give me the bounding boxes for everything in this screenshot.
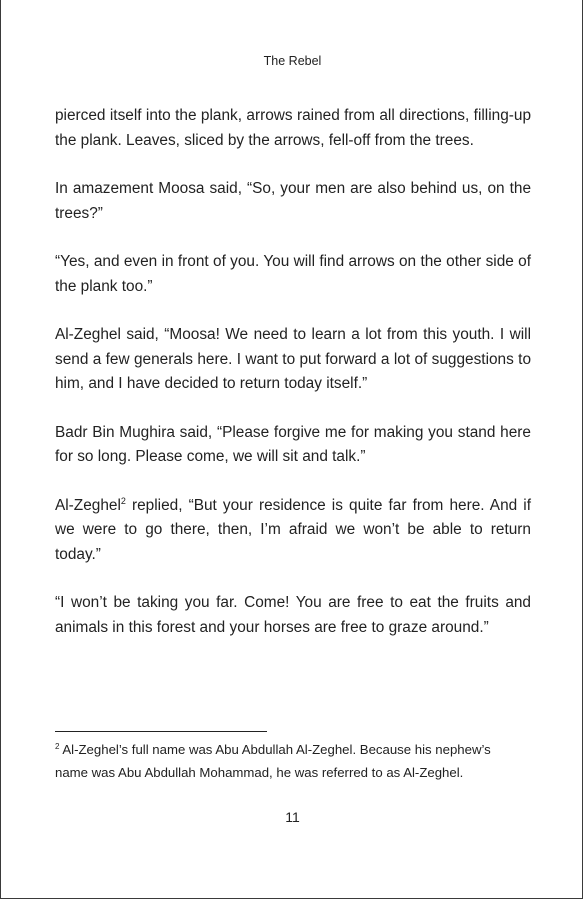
paragraph-6	[55, 494, 531, 568]
running-header: The Rebel	[263, 54, 322, 68]
paragraph-6-rest: replied, “But your residence is quite far from here. And if we were to go there, then, I’m afraid we won’t be able to return today.”	[55, 496, 531, 563]
body-text	[55, 104, 531, 664]
footnote-text: Al-Zeghel’s full name was Abu Abdullah Al-Zeghel. Because his nephew’s name was Abu Abdullah Mohammad, he was referred to as Al-Zeghel.	[55, 742, 491, 780]
footnote-separator	[55, 731, 267, 732]
paragraph-2: In amazement Moosa said, “So, your men are also behind us, on the trees?”	[55, 180, 531, 222]
footnote-reference: 2	[120, 495, 126, 506]
paragraph-5: Badr Bin Mughira said, “Please forgive me for making you stand here for so long. Please come, we will sit and talk.”	[55, 423, 531, 465]
footnote-marker: 2	[55, 742, 60, 751]
page-number: 11	[285, 809, 300, 825]
paragraph-3: “Yes, and even in front of you. You will find arrows on the other side of the plank too.”	[55, 253, 531, 295]
paragraph-4: Al-Zeghel said, “Moosa! We need to learn a lot from this youth. I will send a few generals here. I want to put forward a lot of suggestions to him, and I have decided to return today itself.”	[55, 326, 531, 392]
paragraph-6-lead: Al-Zeghel	[55, 496, 121, 514]
paragraph-1: pierced itself into the plank, arrows rained from all directions, filling-up the plank. Leaves, sliced by the arrows, fell-off from the trees.	[55, 107, 531, 149]
paragraph-7: “I won’t be taking you far. Come! You are free to eat the fruits and animals in this forest and your horses are free to graze around.”	[55, 594, 531, 636]
footnote	[55, 738, 525, 784]
